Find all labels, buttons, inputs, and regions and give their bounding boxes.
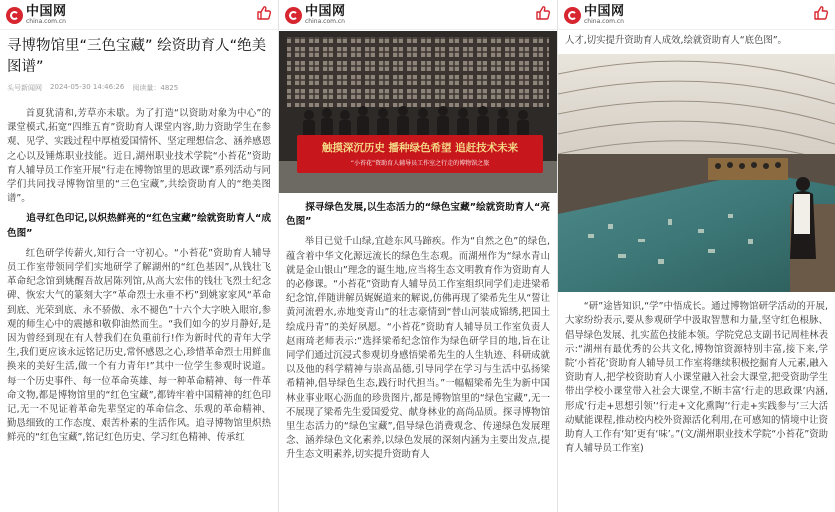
article-column-3: [558, 0, 835, 512]
paragraph-conclusion: “研”途皆知识,“学”中悟成长。通过博物馆研学活动的开展,大家纷纷表示,要从参观研学中汲取智慧和力量,坚守红色根脉、倡导绿色发展、扎实蓝色技能本领。学院党总支副书记周桂林表示:“湖州有最优秀的公共文化,博物馆资源特别丰富,接下来,学院‘小苔花’资助育人辅导员工作室将继续积极挖掘育人元素,融入资助育人,把学校资助育人小课堂融入社会大课堂,把受资助学生带出学校小课堂带入社会大课堂,不断丰富‘行走的思政课’内涵,形成‘行走+思想引领’‘行走+文化熏陶’‘行走+实践参与’三大活动赋能课程,推动校内校外资源活化利用,在可感知的情境中让资助育人工作有‘知’更有‘味’。”(文/湖州职业技术学院“小苔花”资助育人辅导员工作室): [565, 301, 828, 455]
china-net-logo-icon: [6, 7, 23, 24]
paragraph-intro: 首夏犹清和,芳草亦未歇。为了打造“以资助对象为中心”的课堂模式,拓宽“四维五育”资助育人课堂内容,助力资助学生在参观、见学、实践过程中厚植爱国情怀、坚定理想信念、涵养感恩之心以及锤炼职业技能。近日,湖州职业技术学院“小苔花”资助育人辅导员工作室开展“行走在博物馆里的思政课”系列活动与同学们共同找寻博物馆里的“三色宝藏”,共绘资助育人的“绝美图谱”。: [7, 108, 271, 205]
article-column-1: [0, 0, 278, 512]
paragraph-red: 红色研学传薪火,知行合一守初心。“小苔花”资助育人辅导员工作室带领同学们实地研学了解湖州的“红色基因”,从钱壮飞革命纪念馆到姚醒吾故居陈列馆,从高大宏伟的钱壮飞烈士纪念碑、恢宏大气的篆刻大字“革命烈士永垂不朽”到姚家家风“革命到底、光荣到底、永不骄傲、永不褪色”十六个大字映入眼帘,参观的师生心中的震撼和敬仰油然而生。“我们如今的岁月静好,是因为曾经到现在有人替我们在负重前行!作为新时代的青年大学生,我们更应该永远铭记历史,常怀感恩之心,珍惜革命烈士用鲜血换来的美好生活,做一个有力青年!”其中一位学生参观时说道。每一个历史事件、每一位革命英雄、每一种革命精神、每一件革命文物,都是博物馆里的“红色宝藏”,都铸牢着中国精神的红色印记,无一不见证着革命先辈坚定的革命信念、乐观的革命精神、勤恳细致的工作态度、艰苦朴素的生活作风。追寻博物馆里炽热鲜亮的“红色宝藏”,铭记红色历史、学习红色精神、传承红: [7, 247, 271, 444]
thumbs-up-icon[interactable]: [813, 5, 829, 21]
article-date: 2024-05-30 14:46:26: [50, 83, 125, 91]
section-heading-green: 探寻绿色发展,以生态活力的“绿色宝藏”绘就资助育人“亮色图”: [286, 202, 550, 228]
article-title: 寻博物馆里“三色宝藏” 绘资助育人“绝美图谱”: [7, 38, 267, 75]
paragraph-continued: 人才,切实提升资助育人成效,绘就资助育人“底色图”。: [565, 35, 787, 46]
banner-title: 触摸深沉历史 播种绿色希望 追赶技术未来: [321, 142, 519, 154]
paragraph-green: 举目已觉千山绿,宜趁东风马蹄疾。作为“自然之色”的绿色,蕴含着中华文化源远流长的绿色生态观。而湖州作为“绿水青山就是金山银山”理念的诞生地,应当将生态文明教育作为资助育人的必修课。“小苔花”资助育人辅导员工作室组织同学们走进梁希纪念馆,伴随讲解员娓娓道来的解说,仿佛再现了梁希先生从“誓让黄河流碧水,赤地变青山”的壮志豪情到“替山河装成锦绣,把国土绘成丹青”的美好夙愿。“小苔花”资助育人辅导员工作室负责人赵雨琦老师表示:“选择梁希纪念馆作为绿色研学目的地,旨在让同学们通过沉浸式参观切身感悟梁希先生的人生轨迹、科研成就以及他的科学精神与崇高品德,引导同学在学习与生活中弘扬梁希精神,倡导绿色生态,践行时代担当。”一幅幅梁希先生为新中国林业事业呕心沥血的珍贵图片,都是博物馆里的“绿色宝藏”,无一不展现了梁希先生爱国爱党、献身林业的高尚品质。探寻博物馆里生态活力的“绿色宝藏”,倡导绿色消费观念、传递绿色发展理念、涵养绿色文化素养,以绿色发展的深刻内涵为主要出发点,提升生态文明素养,切实提升资助育人: [286, 236, 550, 461]
site-logo[interactable]: [6, 5, 67, 25]
brand-name: 中国网: [584, 4, 625, 19]
site-header: [558, 0, 835, 30]
brand-domain: china.com.cn: [584, 18, 624, 25]
site-logo[interactable]: [285, 5, 346, 25]
thumbs-up-icon[interactable]: [256, 5, 272, 21]
brand-domain: china.com.cn: [305, 18, 345, 25]
section-heading-red: 追寻红色印记,以炽热鲜亮的“红色宝藏”绘就资助育人“成色图”: [7, 213, 271, 239]
article-column-2: [279, 0, 557, 512]
thumbs-up-icon[interactable]: [535, 5, 551, 21]
article-reads: 阅读量：4825: [132, 84, 179, 92]
museum-photo: [558, 54, 835, 292]
brand-name: 中国网: [26, 4, 67, 19]
brand-name: 中国网: [305, 4, 346, 19]
brand-domain: china.com.cn: [26, 18, 66, 25]
site-header: [0, 0, 278, 30]
banner-subtitle: “小苔花”资助育人辅导员工作室之行走的博物馆之旅: [350, 160, 490, 167]
site-logo[interactable]: [564, 5, 625, 25]
site-header: [279, 0, 557, 30]
article-meta: [0, 78, 278, 93]
china-net-logo-icon: [285, 7, 302, 24]
event-banner: [297, 135, 543, 173]
group-photo: [279, 31, 557, 193]
article-source[interactable]: 头号新闻网: [7, 84, 42, 92]
china-net-logo-icon: [564, 7, 581, 24]
